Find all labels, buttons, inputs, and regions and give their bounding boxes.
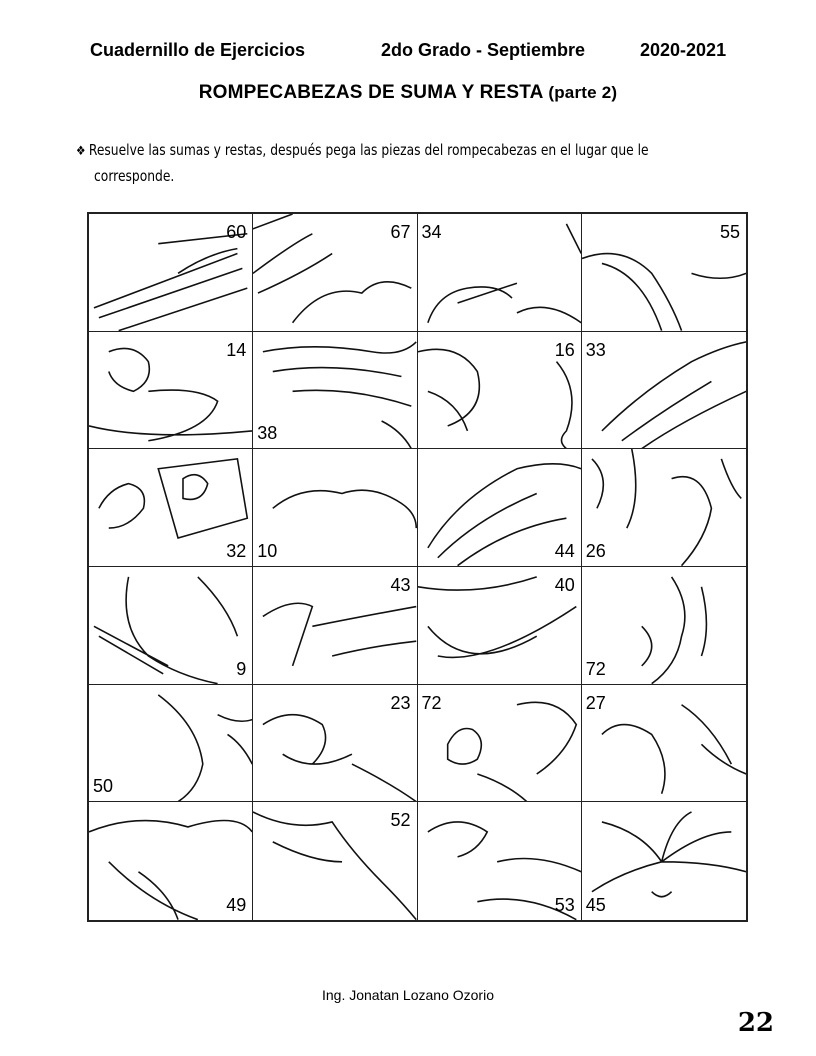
puzzle-piece	[582, 214, 746, 332]
puzzle-piece-number: 60	[226, 222, 247, 242]
puzzle-piece-illustration	[253, 332, 416, 449]
puzzle-piece	[253, 567, 417, 685]
puzzle-piece	[89, 449, 253, 567]
puzzle-piece	[89, 332, 253, 450]
instruction-line-2: corresponde.	[94, 167, 175, 185]
page-number: 22	[737, 1008, 774, 1038]
puzzle-piece-number: 23	[390, 692, 411, 713]
puzzle-piece-number: 67	[390, 222, 411, 242]
puzzle-piece-number: 40	[554, 574, 575, 595]
puzzle-piece-illustration	[89, 685, 252, 802]
page-title	[0, 82, 816, 104]
puzzle-piece	[418, 332, 582, 450]
puzzle-piece-number: 44	[554, 540, 575, 561]
bullet-icon: ❖	[76, 144, 86, 159]
footer-author: Ing. Jonatan Lozano Ozorio	[321, 987, 494, 1003]
puzzle-piece-number: 9	[236, 658, 247, 679]
puzzle-piece-number: 55	[719, 222, 740, 242]
puzzle-piece-number: 53	[554, 894, 575, 915]
puzzle-piece	[582, 802, 746, 920]
puzzle-piece	[582, 449, 746, 567]
puzzle-grid	[87, 212, 748, 922]
puzzle-piece-number: 38	[257, 423, 278, 444]
puzzle-piece	[253, 332, 417, 450]
puzzle-piece-number: 45	[585, 894, 606, 915]
grade-label: 2do Grado - Septiembre	[381, 40, 586, 60]
puzzle-piece-illustration	[418, 685, 581, 802]
puzzle-piece-number: 16	[554, 339, 575, 360]
puzzle-piece	[418, 567, 582, 685]
puzzle-piece	[582, 332, 746, 450]
puzzle-piece	[418, 214, 582, 332]
puzzle-piece-illustration	[582, 332, 746, 449]
puzzle-piece	[418, 449, 582, 567]
puzzle-piece	[418, 802, 582, 920]
puzzle-piece-number: 34	[421, 222, 442, 242]
booklet-title: Cuadernillo de Ejercicios	[90, 40, 306, 60]
puzzle-piece	[253, 685, 417, 803]
instructions	[76, 138, 773, 188]
puzzle-piece-number: 10	[257, 540, 278, 561]
puzzle-piece	[253, 802, 417, 920]
puzzle-piece-number: 43	[390, 574, 411, 595]
puzzle-piece	[253, 449, 417, 567]
puzzle-piece-number: 52	[390, 810, 411, 831]
instruction-line-1: Resuelve las sumas y restas, después pega las piezas del rompecabezas en el lugar que le	[88, 141, 649, 159]
puzzle-piece-illustration	[253, 449, 416, 566]
puzzle-piece	[89, 685, 253, 803]
puzzle-piece-illustration	[582, 567, 746, 684]
puzzle-piece-number: 50	[93, 776, 114, 797]
puzzle-piece-number: 72	[585, 658, 606, 679]
puzzle-piece-number: 49	[226, 894, 247, 915]
puzzle-piece	[582, 567, 746, 685]
school-year: 2020-2021	[640, 40, 727, 60]
puzzle-piece-number: 26	[585, 540, 606, 561]
puzzle-piece	[89, 802, 253, 920]
puzzle-piece	[89, 567, 253, 685]
puzzle-piece	[418, 685, 582, 803]
puzzle-piece-number: 14	[226, 339, 247, 360]
puzzle-piece-illustration	[582, 449, 746, 566]
puzzle-piece-illustration	[418, 214, 581, 331]
puzzle-piece-number: 27	[585, 692, 606, 713]
title-main: ROMPECABEZAS DE SUMA Y RESTA	[198, 82, 543, 103]
puzzle-piece-number: 33	[585, 339, 606, 360]
title-sub: (parte 2)	[548, 83, 618, 102]
puzzle-piece-number: 32	[226, 540, 247, 561]
puzzle-piece-illustration	[89, 567, 252, 684]
puzzle-piece-illustration	[582, 685, 746, 802]
puzzle-piece	[582, 685, 746, 803]
puzzle-piece-illustration	[582, 802, 746, 920]
puzzle-piece	[253, 214, 417, 332]
puzzle-piece-number: 72	[421, 692, 442, 713]
puzzle-piece	[89, 214, 253, 332]
